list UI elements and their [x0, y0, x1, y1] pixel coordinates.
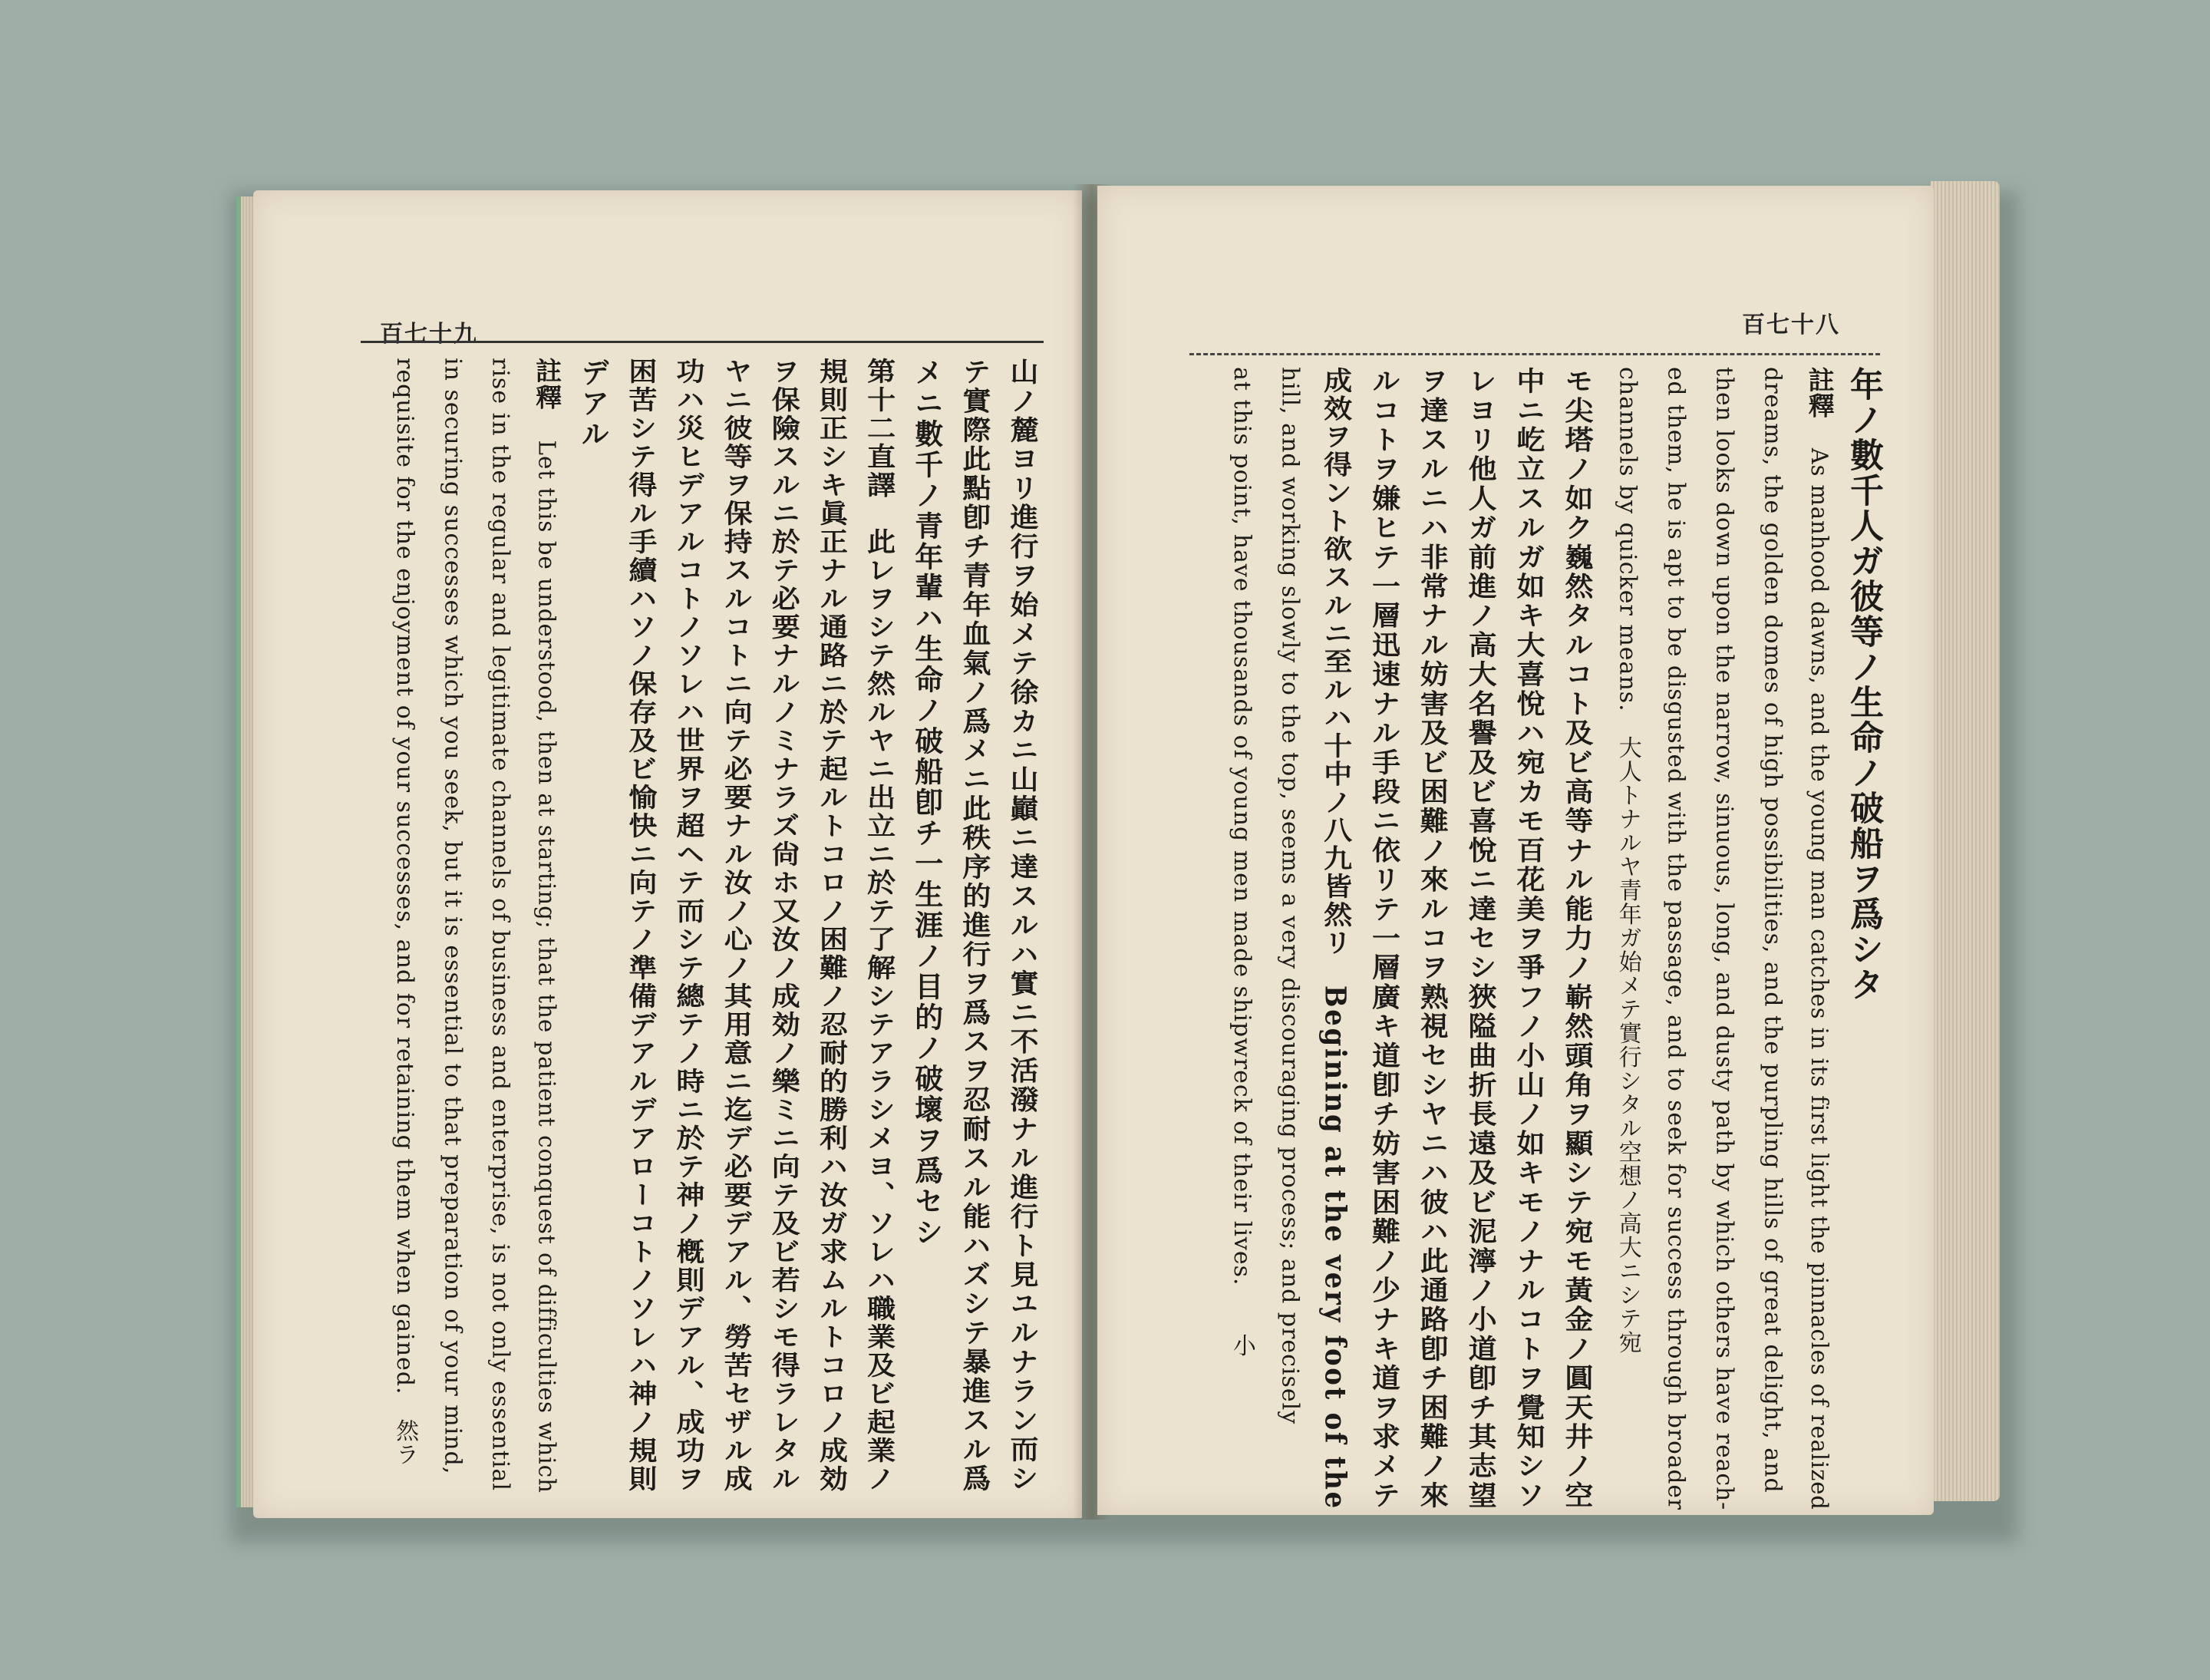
line-text: 中ニ屹立スルガ如キ大喜悅ハ宛カモ百花美ヲ爭フノ小山ノ如キモノナルコトヲ覺知シソ [1512, 367, 1545, 1510]
text-line [391, 358, 419, 1467]
line-text: デアル [576, 358, 610, 450]
text-line [1005, 358, 1039, 1494]
line-text: then looks down upon the narrow, sinuous, long, and dusty path by which others have reach- [1710, 367, 1738, 1511]
line-text: at this point, have thousands of young men made shipwreck of their lives. 小 [1228, 367, 1255, 1358]
line-text: ヲ保險スルニ於テ必要ナルノミナラズ尙ホ又汝ノ成効ノ樂ミニ向テ及ビ若シモ得ラレタル [767, 358, 801, 1494]
text-line [719, 358, 754, 1494]
text-line [1803, 367, 1835, 1510]
text-line [957, 358, 991, 1494]
text-line [487, 358, 514, 1491]
text-line [1559, 367, 1594, 1510]
text-line [767, 358, 801, 1494]
right-page-edges [1931, 181, 2000, 1501]
line-text: requisite for the enjoyment of your successes, and for retaining them when gained. 然ラ [391, 358, 419, 1467]
line-text: 規則正シキ眞正ナル通路ニ於テ起ルトコロノ困難ノ忍耐的勝利ハ汝ガ求ムルトコロノ成効 [814, 358, 849, 1494]
line-text: ヲ達スルニハ非常ナル妨害及ビ困難ノ來ルコヲ熟視セシヤニハ彼ハ此通路卽チ困難ノ來 [1415, 367, 1450, 1510]
line-text: 山ノ麓ヨリ進行ヲ始メテ徐カニ山巓ニ達スルハ實ニ不活潑ナル進行ト見ユルナラン而シ [1005, 358, 1039, 1494]
text-line [1415, 367, 1450, 1510]
text-line [671, 358, 705, 1494]
text-line [1463, 367, 1498, 1510]
right-text-block [1205, 367, 1883, 1511]
text-line [1616, 367, 1639, 1355]
right-page-number: 百七十八 [1742, 312, 1840, 338]
text-line [623, 358, 658, 1494]
line-text: 第十二直譯 此レヲシテ然ルヤニ出立ニ於テ了解シテアラシメヨ、ソレハ職業及ビ起業ノ [862, 358, 896, 1494]
text-line [1367, 367, 1401, 1510]
line-text: hill, and working slowly to the top, seems a very discouraging process; and precisely [1276, 367, 1304, 1425]
line-text: 功ハ災ヒデアルコトノソレハ世界ヲ超ヘテ而シテ總テノ時ニ於テ神ノ槪則デアル、成功ヲ [671, 358, 705, 1494]
line-text: ed them, he is apt to be disgusted with the passage, and to seek for success through broader [1662, 367, 1690, 1511]
text-line [1318, 367, 1353, 1510]
left-page [253, 190, 1082, 1518]
left-header-rule [361, 341, 1044, 343]
text-line [1710, 367, 1738, 1511]
text-line [1759, 367, 1786, 1494]
text-line [576, 358, 610, 450]
text-line [909, 358, 944, 1248]
left-page-number: 百七十九 [380, 321, 478, 348]
line-text: レヨリ他人ガ前進ノ高大名譽及ビ喜悅ニ達セシ狹隘曲折長遠及ビ泥濘ノ小道卽チ其志望 [1463, 367, 1498, 1510]
line-text: channels by quicker means. 大人トナルヤ青年ガ始メテ實行シタル空想ノ高大ニシテ宛 [1614, 367, 1641, 1355]
annotation-mark: 註釋 [530, 358, 562, 411]
text-line [814, 358, 849, 1494]
right-header-rule [1189, 353, 1880, 355]
line-text: Let this be understood, then at starting; that the patient conquest of difficulties which [533, 440, 560, 1494]
left-text-block [368, 358, 1039, 1494]
line-text: ルコトヲ嫌ヒテ一層迅速ナル手段ニ依リテ一層廣キ道卽チ妨害困難ノ少ナキ道ヲ求メテ [1367, 367, 1401, 1510]
line-text: テ實際此點卽チ青年血氣ノ爲メニ此秩序的進行ヲ爲スヲ忍耐スル能ハズシテ暴進スル爲 [957, 358, 991, 1494]
line-text: As manhood dawns, and the young man catches in its first light the pinnacles of realized [1806, 447, 1833, 1510]
text-line [530, 358, 562, 1494]
text-line [1276, 367, 1304, 1425]
line-text: 成效ヲ得ント欲スルニ至ルハ十中ノ八九皆然リ Begining at the very foot of the [1318, 367, 1353, 1510]
text-line [1512, 367, 1545, 1510]
text-line [862, 358, 896, 1494]
line-text: ヤニ彼等ヲ保持スルコトニ向テ必要ナル汝ノ心ノ其用意ニ迄デ必要デアル、勞苦セザル成 [719, 358, 754, 1494]
chapter-heading: 年ノ數千人ガ彼等ノ生命ノ破船ヲ爲シタ [1844, 367, 1883, 1002]
text-line [1230, 367, 1253, 1358]
annotation-mark: 註釋 [1803, 367, 1835, 419]
text-line [1662, 367, 1690, 1511]
line-text: 困苦シテ得ル手續ハソノ保存及ビ愉快ニ向テノ準備デアルデアローコトノソレハ神ノ規則 [623, 358, 658, 1494]
line-text: rise in the regular and legitimate channels of business and enterprise, is not only essential [487, 358, 514, 1491]
right-page [1097, 186, 1934, 1515]
line-text: メニ數千ノ青年輩ハ生命ノ破船卽チ一生涯ノ目的ノ破壞ヲ爲セシ [909, 358, 944, 1248]
text-line [439, 358, 467, 1475]
line-text: in securing successes which you seek, but it is essential to that preparation of your mind, [439, 358, 467, 1475]
line-text: モ尖塔ノ如ク巍然タルコト及ビ高等ナル能力ノ嶄然頭角ヲ顯シテ宛モ黃金ノ圓天井ノ空 [1559, 367, 1594, 1510]
line-text: dreams, the golden domes of high possibilities, and the purpling hills of great delight, and [1759, 367, 1786, 1494]
